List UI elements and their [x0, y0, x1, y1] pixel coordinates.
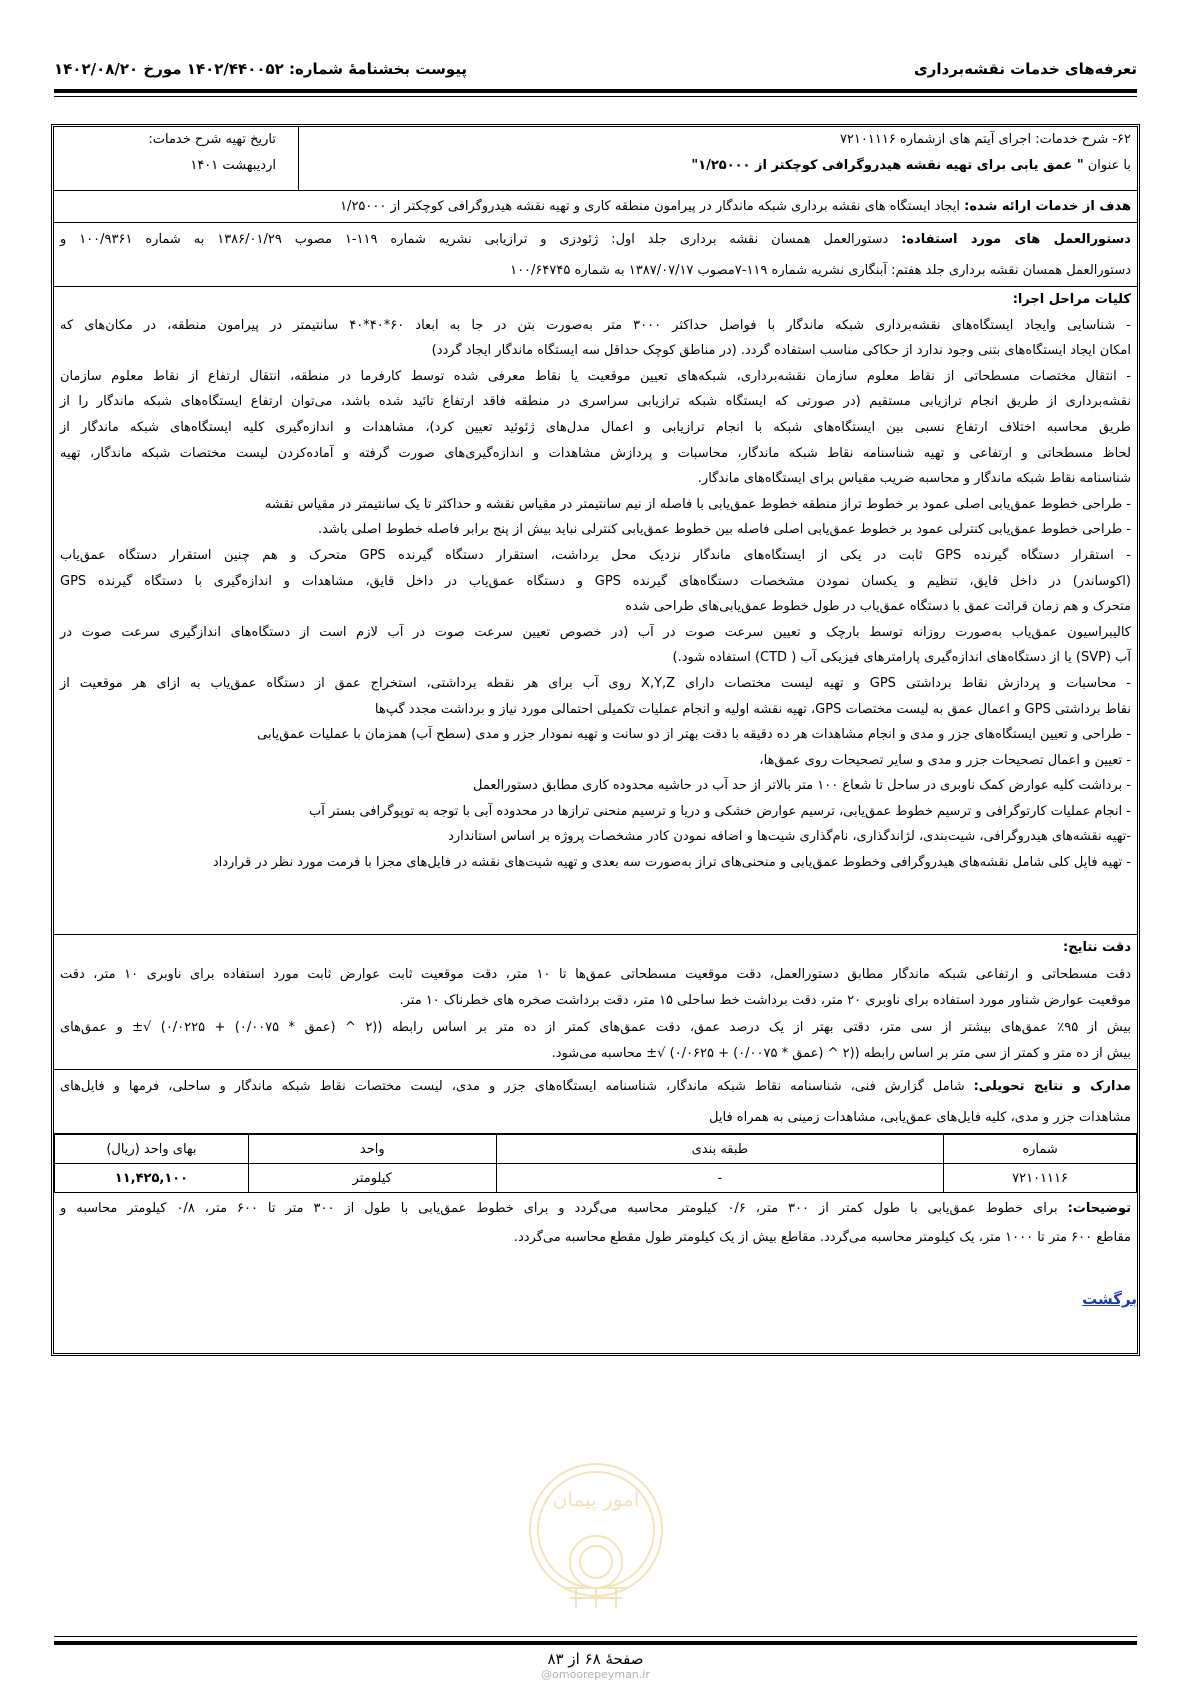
- service-date: [54, 127, 298, 190]
- steps-line: -تهیه نقشه‌های هیدروگرافی، شیت‌بندی، لژاندگذاری، نام‌گذاری شیت‌ها و اضافه نمودن کادر مشخصات پروژه بر اساس استاندارد: [448, 829, 1131, 845]
- back-link[interactable]: برگشت: [1082, 1290, 1137, 1308]
- accuracy-section: [54, 935, 1137, 1070]
- service-description: [298, 127, 1137, 190]
- table-cell-price: ۱۱,۴۲۵,۱۰۰: [55, 1164, 249, 1193]
- notes-section: [54, 1194, 1137, 1254]
- notes-text1: برای خطوط عمق‌یابی با طول کمتر از ۳۰۰ متر، ۰/۶ کیلومتر محاسبه می‌گردد و برای خطوط عمق‌یابی با طول از ۳۰۰ متر تا ۶۰۰ متر، ۰/۸ کیلومتر محاسبه و: [60, 1201, 1058, 1216]
- steps-line: نقشه‌برداری از طریق انجام ترازیابی مستقیم (در صورتی که ایستگاه شبکه ترازیابی سراسری در منطقه فاقد ارتفاع تائید شده باشد، می‌توان ارتفاع ایستگاه‌های شبکه ماندگار را از: [60, 394, 1131, 410]
- steps-line: آب (SVP) یا از دستگاه‌های اندازه‌گیری پارامترهای فیزیکی آب ( CTD) استفاده شود.): [672, 650, 1131, 666]
- steps-line: شناسنامه نقاط شبکه ماندگار و محاسبه ضریب مقیاس برای ایستگاه‌های ماندگار.: [697, 471, 1131, 487]
- header-title: تعرفه‌های خدمات نقشه‌برداری: [913, 60, 1137, 78]
- table-header-cell: بهای واحد (ریال): [55, 1135, 249, 1164]
- table-cell-number: ۷۲۱۰۱۱۱۶: [944, 1164, 1137, 1193]
- table-header-row: [55, 1135, 1137, 1164]
- accuracy-line: موقعیت عوارض شناور مورد استفاده برای ناوبری ۲۰ متر، دقت برداشت خط ساحلی ۱۵ متر، دقت برداشت صخره های خطرناک ۱۰ متر.: [399, 993, 1131, 1008]
- accuracy-line: دقت مسطحاتی و ارتفاعی شبکه ماندگار مطابق دستورالعمل، دقت موقعیت مسطحاتی عمق‌ها تا ۱۰ متر، دقت موقعیت ثابت عوارض ثابت مورد استفاده برای ناوبری ۱۰ متر، دقت: [60, 966, 1131, 982]
- table-row: [55, 1164, 1137, 1193]
- steps-section: [54, 287, 1137, 935]
- deliverables-line1: [54, 1070, 1137, 1101]
- goal-line: [54, 191, 1137, 222]
- stamp-text: امور پیمان: [552, 1487, 640, 1511]
- watermark-stamp: [512, 1460, 680, 1610]
- steps-line: متحرک و هم زمان قرائت عمق با دستگاه عمق‌یاب در طول خطوط عمق‌یابی‌های طراحی شده: [625, 599, 1131, 615]
- deliverables-text1: شامل گزارش فنی، شناسنامه نقاط شبکه ماندگار، شناسنامه ایستگاه‌های جزر و مدی، لیست مختصات نقاط شبکه ماندگار و ساحلی، فرمها و فایل‌های: [60, 1079, 965, 1094]
- date-value: اردیبهشت ۱۴۰۱: [190, 158, 276, 173]
- table-cell-class: -: [496, 1164, 944, 1193]
- header-rule-thin: [54, 96, 1137, 97]
- steps-line: - برداشت کلیه عوارض کمک ناوبری در ساحل تا شعاع ۱۰۰ متر بالاتر از حد آب در حاشیه محدوده کاری مطابق دستورالعمل: [473, 778, 1131, 794]
- header-annex: پیوست بخشنامهٔ شماره: ۱۴۰۲/۴۴۰۰۵۲ مورخ ۱۴۰۲/۰۸/۲۰: [54, 60, 468, 78]
- steps-line: - تهیه فایل کلی شامل نقشه‌های هیدروگرافی وخطوط عمق‌یابی و منحنی‌های تراز به‌صورت سه بعدی و تهیه شیت‌های نقشه در فایل‌های مجزا با فرمت مورد نظر در قرارداد: [212, 855, 1131, 871]
- steps-line: نقاط برداشتی GPS و اعمال عمق به لیست مختصات GPS، تهیه نقشه اولیه و انجام عملیات تکمیلی احتمالی مورد نیاز و برداشت مجدد گپ‌ها: [374, 701, 1131, 717]
- instructions-line1: [54, 223, 1137, 254]
- deliverables-section: [54, 1070, 1137, 1134]
- steps-heading: کلیات مراحل اجرا:: [1012, 292, 1131, 307]
- service-title-prefix: با عنوان: [1087, 158, 1131, 173]
- accuracy-line: بیش از ده متر و کمتر از سی متر بر اساس رابطه ((۲ ^ (عمق * ۰/۰۰۷۵) + ۰/۰۶۲۵) √± محاسبه می‌شود.: [551, 1046, 1131, 1061]
- footer-rule-thick: [54, 1641, 1137, 1645]
- steps-line: - طراحی و تعیین ایستگاه‌های جزر و مدی و انجام مشاهدات هر ده دقیقه با دقت بهتر از دو سانت و تهیه نمودار جزر و مدی (سطح آب) همزمان با عملیات عمق‌یابی: [257, 727, 1131, 743]
- notes-line1: [54, 1194, 1137, 1223]
- steps-line: - طراحی خطوط عمق‌یابی کنترلی عمود بر خطوط عمق‌یابی اصلی فاصله بین خطوط عمق‌یابی کنترلی نباید بیش از پنج برابر فاصله خطوط اصلی باشد.: [317, 522, 1131, 538]
- steps-line: لحاظ مسطحاتی و ارتفاعی و تهیه شناسنامه نقاط شبکه ماندگار، محاسبات و پردازش مشاهدات و اندازه‌گیری‌های صورت گرفته و آماده‌کردن لیست مختصات شبکه ماندگار، تهیه: [60, 445, 1131, 461]
- service-title-line: [299, 153, 1137, 179]
- page-header: [54, 60, 1137, 84]
- table-header-cell: واحد: [248, 1135, 496, 1164]
- steps-line: کالیبراسیون عمق‌یاب به‌صورت روزانه توسط بارچک و تعیین سرعت صوت در آب (در خصوص تعیین سرعت صوت در آب لازم است از دستگاه‌های اندازگیری سرعت صوت در: [60, 624, 1131, 640]
- goal-text: ایجاد ایستگاه های نقشه برداری شبکه ماندگار در پیرامون منطقه کاری و تهیه نقشه هیدروگرافی کوچکتر از ۱/۲۵۰۰۰: [340, 199, 960, 214]
- date-label: تاریخ تهیه شرح خدمات:: [148, 132, 276, 147]
- steps-line: - استقرار دستگاه گیرنده GPS ثابت در یکی از ایستگاه‌های ماندگار نزدیک محل برداشت، استقرار دستگاه گیرنده GPS متحرک و هم چنین استقرار دستگاه عمق‌یاب: [60, 547, 1131, 563]
- header-rule-thick: [54, 89, 1137, 93]
- goal-label: هدف از خدمات ارائه شده:: [964, 199, 1131, 214]
- steps-line: طریق محاسبه اختلاف ارتفاع نسبی بین ایستگاه‌های شبکه با انجام ترازیابی و اعمال مدل‌های ژئوئید تعیین کرد)، مشاهدات و اندازه‌گیری کلیه ایستگاه‌های شبکه ماندگار از: [60, 419, 1131, 435]
- deliverables-label: مدارک و نتایج تحویلی:: [973, 1079, 1131, 1094]
- page-number: صفحهٔ ۶۸ از ۸۳: [547, 1650, 644, 1668]
- footer-rule-thin: [54, 1636, 1137, 1637]
- steps-line: - انتقال مختصات مسطحاتی از نقاط معلوم سازمان نقشه‌برداری، شبکه‌های تعیین موقعیت یا نقاط معرفی شده توسط کارفرما در منطقه، انتقال ارتفاع از نقاط معلوم سازمان: [60, 368, 1131, 384]
- table-cell-unit: کیلومتر: [248, 1164, 496, 1193]
- steps-line: - محاسبات و پردازش نقاط برداشتی GPS و تهیه لیست مختصات دارای X,Y,Z روی آب برای هر نقطه برداشتی، استخراج عمق از دستگاه عمق‌یاب به ازای هر موقعیت از: [60, 675, 1132, 691]
- notes-line2: مقاطع ۶۰۰ متر تا ۱۰۰۰ متر، یک کیلومتر محاسبه می‌گردد. مقاطع بیش از یک کیلومتر طول مقطع محاسبه می‌گردد.: [513, 1230, 1131, 1245]
- instructions-section: [54, 223, 1137, 287]
- price-table: [54, 1134, 1137, 1193]
- notes-label: توضیحات:: [1067, 1201, 1132, 1216]
- service-title: " عمق یابی برای تهیه نقشه هیدروگرافی کوچکتر از ۱/۲۵۰۰۰": [691, 158, 1084, 173]
- service-section: [54, 127, 1137, 191]
- steps-line: (اکوساندر) در داخل قایق، تنظیم و یکسان نمودن مشخصات دستگاه‌های گیرنده GPS و دستگاه عمق‌یاب در داخل قایق، مشاهدات و اندازه‌گیری با دستگاه گیرنده GPS: [60, 573, 1131, 589]
- steps-line: - طراحی خطوط عمق‌یابی اصلی عمود بر خطوط تراز منطقه خطوط عمق‌یابی با فاصله از نیم سانتیمتر در مقیاس نقشه و حداکثر تا یک سانتیمتر در مقیاس نقشه: [264, 496, 1131, 512]
- deliverables-line2: مشاهدات جزر و مدی، کلیه فایل‌های عمق‌یابی، مشاهدات زمینی به همراه فایل: [709, 1110, 1131, 1125]
- table-header-cell: طبقه بندی: [496, 1135, 944, 1164]
- accuracy-line: بیش از ۹۵٪ عمق‌های بیشتر از سی متر، دقتی بهتر از یک درصد عمق، دقت عمق‌های کمتر از ده متر بر اساس رابطه ((۲ ^ (عمق * ۰/۰۰۷۵) + ۰/۰۲۲۵) √± و عمق‌های: [60, 1019, 1131, 1035]
- site-watermark: @omoorepeyman.ir: [541, 1668, 650, 1681]
- goal-section: [54, 191, 1137, 223]
- service-line1: ۶۲- شرح خدمات: اجرای آیتم های ازشماره ۷۲۱۰۱۱۱۶: [839, 132, 1131, 147]
- instructions-label: دستورالعمل های مورد استفاده:: [901, 232, 1131, 247]
- steps-line: - انجام عملیات کارتوگرافی و ترسیم خطوط عمق‌یابی، ترسیم عوارض خشکی و دریا و ترسیم منحنی ترازها در محدوده آبی با توجه به توپوگرافی بستر آب: [309, 803, 1131, 819]
- steps-line: - شناسایی وایجاد ایستگاه‌های نقشه‌برداری شبکه ماندگار با فواصل حداکثر ۳۰۰۰ متر به‌صورت بتن در جا به ابعاد ۶۰*۴۰*۴۰ سانتیمتر در پیرامون منطقه، در مکان‌های که: [60, 317, 1131, 333]
- instructions-line2: دستورالعمل همسان نقشه برداری جلد هفتم: آبنگاری نشریه شماره ۱۱۹-۷مصوب ۱۳۸۷/۰۷/۱۷ به شماره ۱۰۰/۶۴۷۴۵: [510, 263, 1131, 278]
- steps-line: امکان ایجاد ایستگاه‌های بتنی وجود ندارد از حکاکی مناسب استفاده گردد. (در مناطق کوچک حداقل سه ایستگاه ماندگار ایجاد گردد): [431, 343, 1131, 359]
- instructions-text1: دستورالعمل همسان نقشه برداری جلد اول: ژئودزی و ترازیابی نشریه شماره ۱۱۹-۱ مصوب ۱۳۸۶/۰۱/۲۹ به شماره ۱۰۰/۹۳۶۱ و: [60, 232, 889, 247]
- table-header-cell: شماره: [944, 1135, 1137, 1164]
- steps-line: - تعیین و اعمال تصحیحات جزر و مدی و سایر تصحیحات روی عمق‌ها،: [759, 752, 1131, 768]
- accuracy-heading: دقت نتایج:: [1063, 940, 1131, 955]
